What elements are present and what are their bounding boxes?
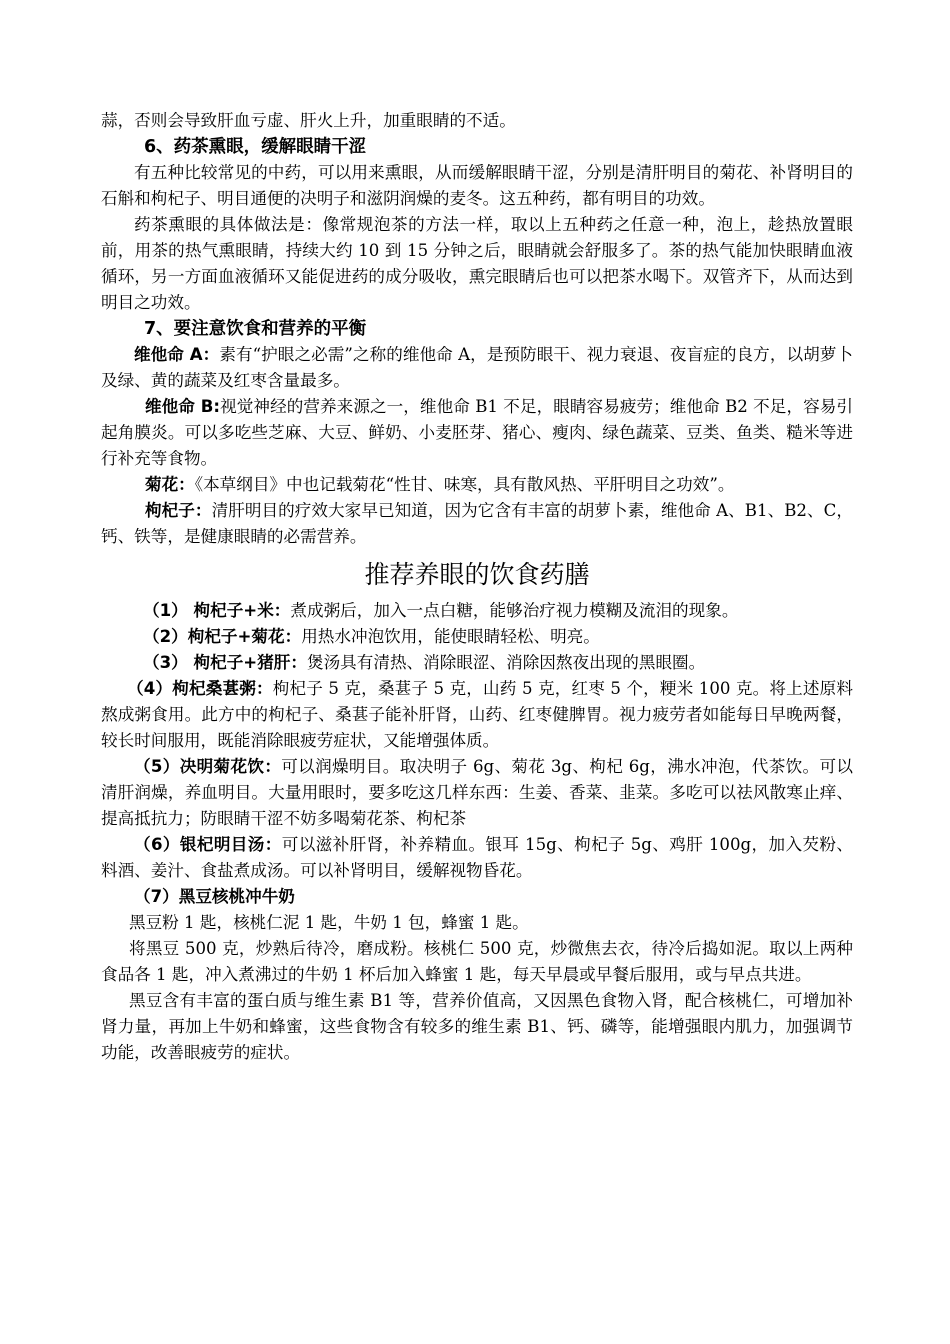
goji-text: 清肝明目的疗效大家早已知道，因为它含有丰富的胡萝卜素，维他命 A、B1、B2、C，钙、铁等，是健康眼睛的必需营养。 [101, 501, 853, 546]
recipe-7-paragraph-3: 黑豆含有丰富的蛋白质与维生素 B1 等，营养价值高，又因黑色食物入肾，配合核桃仁，可增加补肾力量，再加上牛奶和蜂蜜，这些食物含有较多的维生素 B1、钙、磷等，能增强眼内肌力，加强调节功能，改善眼疲劳的症状。 [101, 991, 853, 1062]
vitamin-b-text: 视觉神经的营养来源之一，维他命 B1 不足，眼睛容易疲劳；维他命 B2 不足，容易引起角膜炎。可以多吃些芝麻、大豆、鲜奶、小麦胚芽、猪心、瘦肉、绿色蔬菜、豆类、鱼类、糙米等进行补充等食物。 [101, 397, 854, 468]
chrysanthemum-text: 《本草纲目》中也记载菊花“性甘、味寒，具有散风热、平肝明目之功效”。 [194, 475, 735, 494]
section6-paragraph-1: 有五种比较常见的中药，可以用来熏眼，从而缓解眼睛干涩，分别是清肝明目的菊花、补肾明目的石斛和枸杞子、明目通便的决明子和滋阴润燥的麦冬。这五种药，都有明目的功效。 [101, 163, 853, 208]
recipe-2-text: 用热水冲泡饮用，能使眼睛轻松、明亮。 [301, 627, 600, 646]
chrysanthemum-paragraph [101, 472, 853, 498]
vitamin-a-label: 维他命 A： [134, 345, 220, 364]
recipe-4 [101, 676, 853, 754]
recipe-3-label: （3） 枸杞子+猪肝： [143, 653, 307, 672]
vitamin-b-label: 维他命 B: [145, 397, 221, 416]
recipes-title: 推荐养眼的饮食药膳 [364, 560, 590, 589]
recipe-7-paragraph-2: 将黑豆 500 克，炒熟后待冷，磨成粉。核桃仁 500 克，炒微焦去衣，待冷后捣如泥。取以上两种食品各 1 匙，冲入煮沸过的牛奶 1 杯后加入蜂蜜 1 匙，每天早晨或早餐后服用，或与早点共进。 [101, 939, 853, 984]
recipe-5 [101, 754, 853, 832]
recipe-5-label: （5）决明菊花饮： [134, 757, 282, 776]
section6-heading: 6、药茶熏眼，缓解眼睛干涩 [144, 137, 367, 157]
recipe-4-label: （4）枸杞桑葚粥： [127, 679, 273, 698]
recipe-7-paragraph-1: 黑豆粉 1 匙，核桃仁泥 1 匙，牛奶 1 包，蜂蜜 1 匙。 [129, 913, 529, 932]
vitamin-b-paragraph [101, 394, 853, 472]
vitamin-a-text: 素有“护眼之必需”之称的维他命 A，是预防眼干、视力衰退、夜盲症的良方，以胡萝卜及绿、黄的蔬菜及红枣含量最多。 [101, 345, 853, 390]
document-page [101, 108, 853, 1066]
recipe-1 [101, 598, 853, 624]
section6-paragraph-2: 药茶熏眼的具体做法是：像常规泡茶的方法一样，取以上五种药之任意一种，泡上，趁热放置眼前，用茶的热气熏眼睛，持续大约 10 到 15 分钟之后，眼睛就会舒服多了。茶的热气能加快眼睛血液循环，另一方面血液循环又能促进药的成分吸收，熏完眼睛后也可以把茶水喝下。双管齐下，从而达到明目之功效。 [101, 215, 853, 312]
recipe-3 [101, 650, 853, 676]
recipe-2-label: （2）枸杞子+菊花： [143, 627, 302, 646]
recipe-1-label: （1） 枸杞子+米： [143, 601, 291, 620]
recipe-7-heading [101, 884, 853, 910]
recipe-7-label: （7）黑豆核桃冲牛奶 [134, 887, 295, 906]
recipe-1-text: 煮成粥后，加入一点白糖，能够治疗视力模糊及流泪的现象。 [290, 601, 739, 620]
chrysanthemum-label: 菊花： [145, 475, 195, 494]
recipe-5-text: 可以润燥明目。取决明子 6g、菊花 3g、枸杞 6g，沸水冲泡，代茶饮。可以清肝润燥，养血明目。大量用眼时，要多吃这几样东西：生姜、香菜、韭菜。多吃可以祛风散寒止痒、提高抵抗力；防眼睛干涩不妨多喝菊花茶、枸杞茶 [101, 757, 853, 828]
goji-paragraph [101, 498, 853, 550]
vitamin-a-paragraph [101, 342, 853, 394]
recipe-4-text: 枸杞子 5 克，桑葚子 5 克，山药 5 克，红枣 5 个，粳米 100 克。将上述原料熬成粥食用。此方中的枸杞子、桑葚子能补肝肾，山药、红枣健脾胃。视力疲劳者如能每日早晚两餐，较长时间服用，既能消除眼疲劳症状，又能增强体质。 [101, 679, 853, 750]
recipe-6-label: （6）银杞明目汤： [134, 835, 282, 854]
intro-line: 蒜，否则会导致肝血亏虚、肝火上升，加重眼睛的不适。 [101, 111, 516, 130]
goji-label: 枸杞子： [145, 501, 212, 520]
section7-heading: 7、要注意饮食和营养的平衡 [144, 319, 367, 339]
recipe-6-text: 可以滋补肝肾，补养精血。银耳 15g、枸杞子 5g、鸡肝 100g，加入芡粉、料酒、姜汁、食盐煮成汤。可以补肾明目，缓解视物昏花。 [101, 835, 853, 880]
recipe-2 [101, 624, 853, 650]
recipe-6 [101, 832, 853, 884]
recipe-3-text: 煲汤具有清热、消除眼涩、消除因熬夜出现的黑眼圈。 [306, 653, 706, 672]
